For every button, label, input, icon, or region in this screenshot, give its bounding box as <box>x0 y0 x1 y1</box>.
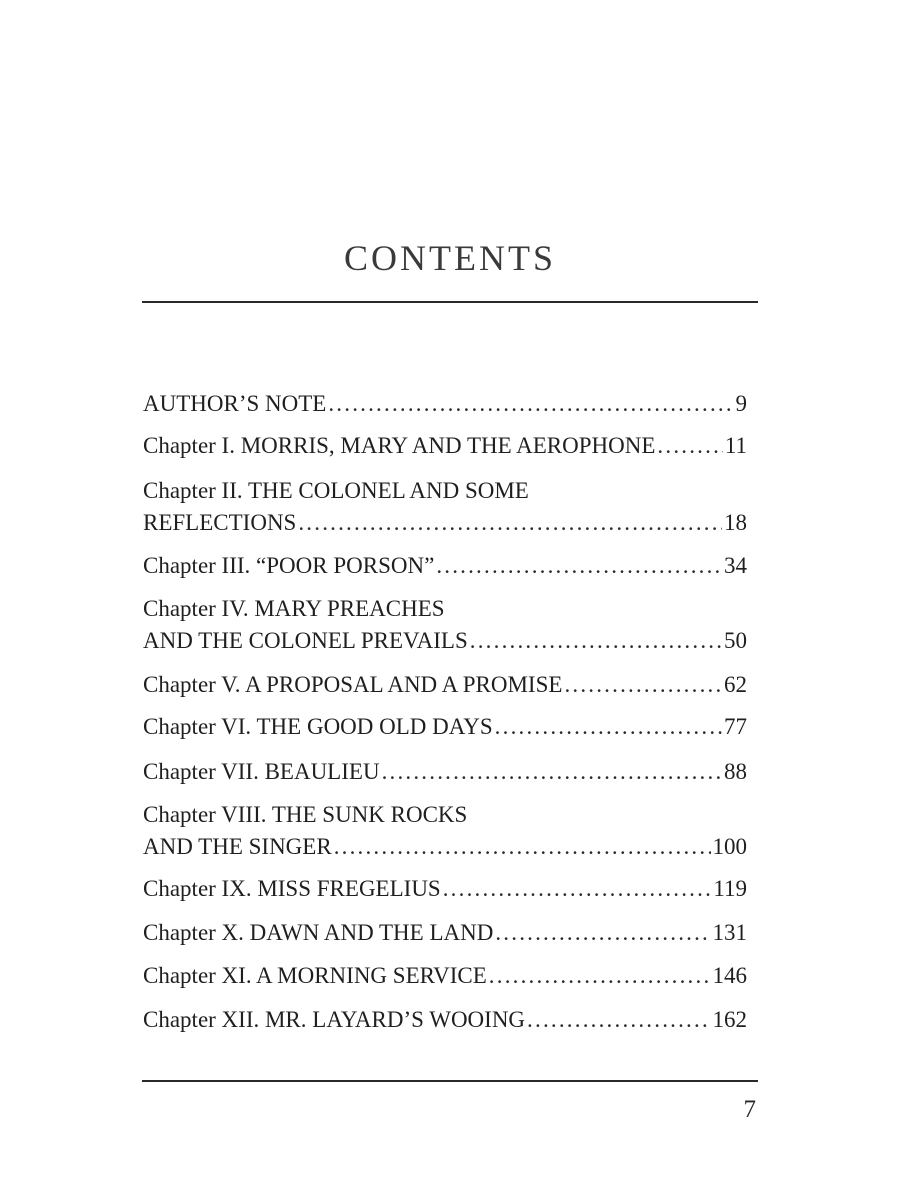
toc-entry-title: Chapter XII. MR. LAYARD’S WOOING <box>143 1007 526 1032</box>
dot-leader <box>298 507 722 539</box>
toc-page-number: 50 <box>724 628 747 653</box>
toc-entry-title: Chapter X. DAWN AND THE LAND <box>143 920 494 945</box>
toc-entry-title: AUTHOR’S NOTE <box>143 391 327 416</box>
toc-page-number: 77 <box>724 714 747 739</box>
dot-leader <box>495 711 722 743</box>
toc-entry-chapter-1 <box>143 430 747 462</box>
toc-page-number: 9 <box>735 391 747 416</box>
toc-entry-title: Chapter I. MORRIS, MARY AND THE AEROPHONE <box>143 433 656 458</box>
dot-leader <box>436 550 722 582</box>
toc-page-number: 18 <box>724 510 747 535</box>
toc-entry-title: Chapter IV. MARY PREACHES <box>143 596 445 621</box>
toc-entry-chapter-8 <box>143 799 747 863</box>
toc-entry-title: Chapter VI. THE GOOD OLD DAYS <box>143 714 493 739</box>
toc-page-number: 11 <box>724 433 747 458</box>
dot-leader <box>470 625 722 657</box>
toc-entry-chapter-12 <box>143 1004 747 1036</box>
toc-entry-title: Chapter VII. BEAULIEU <box>143 759 380 784</box>
toc-page-number: 162 <box>712 1007 747 1032</box>
dot-leader <box>657 430 722 462</box>
toc-entry-title: Chapter II. THE COLONEL AND SOME <box>143 478 529 503</box>
toc-page-number: 100 <box>712 834 747 859</box>
dot-leader <box>382 756 722 788</box>
toc-entry-chapter-2 <box>143 475 747 539</box>
toc-page-number: 34 <box>724 553 747 578</box>
dot-leader <box>489 960 711 992</box>
dot-leader <box>564 669 722 701</box>
toc-entry-chapter-10 <box>143 917 747 949</box>
toc-entry-chapter-7 <box>143 756 747 788</box>
toc-entry-title: Chapter XI. A MORNING SERVICE <box>143 963 487 988</box>
page-number: 7 <box>743 1096 756 1123</box>
toc-page-number: 119 <box>713 876 747 901</box>
dot-leader <box>328 388 733 420</box>
dot-leader <box>527 1004 710 1036</box>
top-rule <box>142 301 758 303</box>
toc-entry-title-continued: REFLECTIONS <box>143 510 297 535</box>
toc-entry-chapter-5 <box>143 669 747 701</box>
toc-entry-title: Chapter III. “POOR PORSON” <box>143 553 435 578</box>
dot-leader <box>495 917 710 949</box>
toc-entry-title: Chapter IX. MISS FREGELIUS <box>143 876 441 901</box>
dot-leader <box>334 831 711 863</box>
toc-entry-chapter-6 <box>143 711 747 743</box>
toc-page-number: 62 <box>724 672 747 697</box>
toc-entry-title: Chapter V. A PROPOSAL AND A PROMISE <box>143 672 563 697</box>
bottom-rule <box>142 1080 758 1082</box>
toc-entry-chapter-4 <box>143 593 747 657</box>
toc-page-number: 131 <box>712 920 747 945</box>
toc-entry-chapter-3 <box>143 550 747 582</box>
page-title: CONTENTS <box>344 238 556 278</box>
toc-entry-authors-note <box>143 388 747 420</box>
toc-page-number: 88 <box>724 759 747 784</box>
dot-leader <box>443 873 712 905</box>
toc-entry-title: Chapter VIII. THE SUNK ROCKS <box>143 802 468 827</box>
toc-entry-chapter-9 <box>143 873 747 905</box>
toc-entry-title-continued: AND THE SINGER <box>143 834 332 859</box>
toc-page-number: 146 <box>712 963 747 988</box>
toc-entry-chapter-11 <box>143 960 747 992</box>
toc-entry-title-continued: AND THE COLONEL PREVAILS <box>143 628 468 653</box>
